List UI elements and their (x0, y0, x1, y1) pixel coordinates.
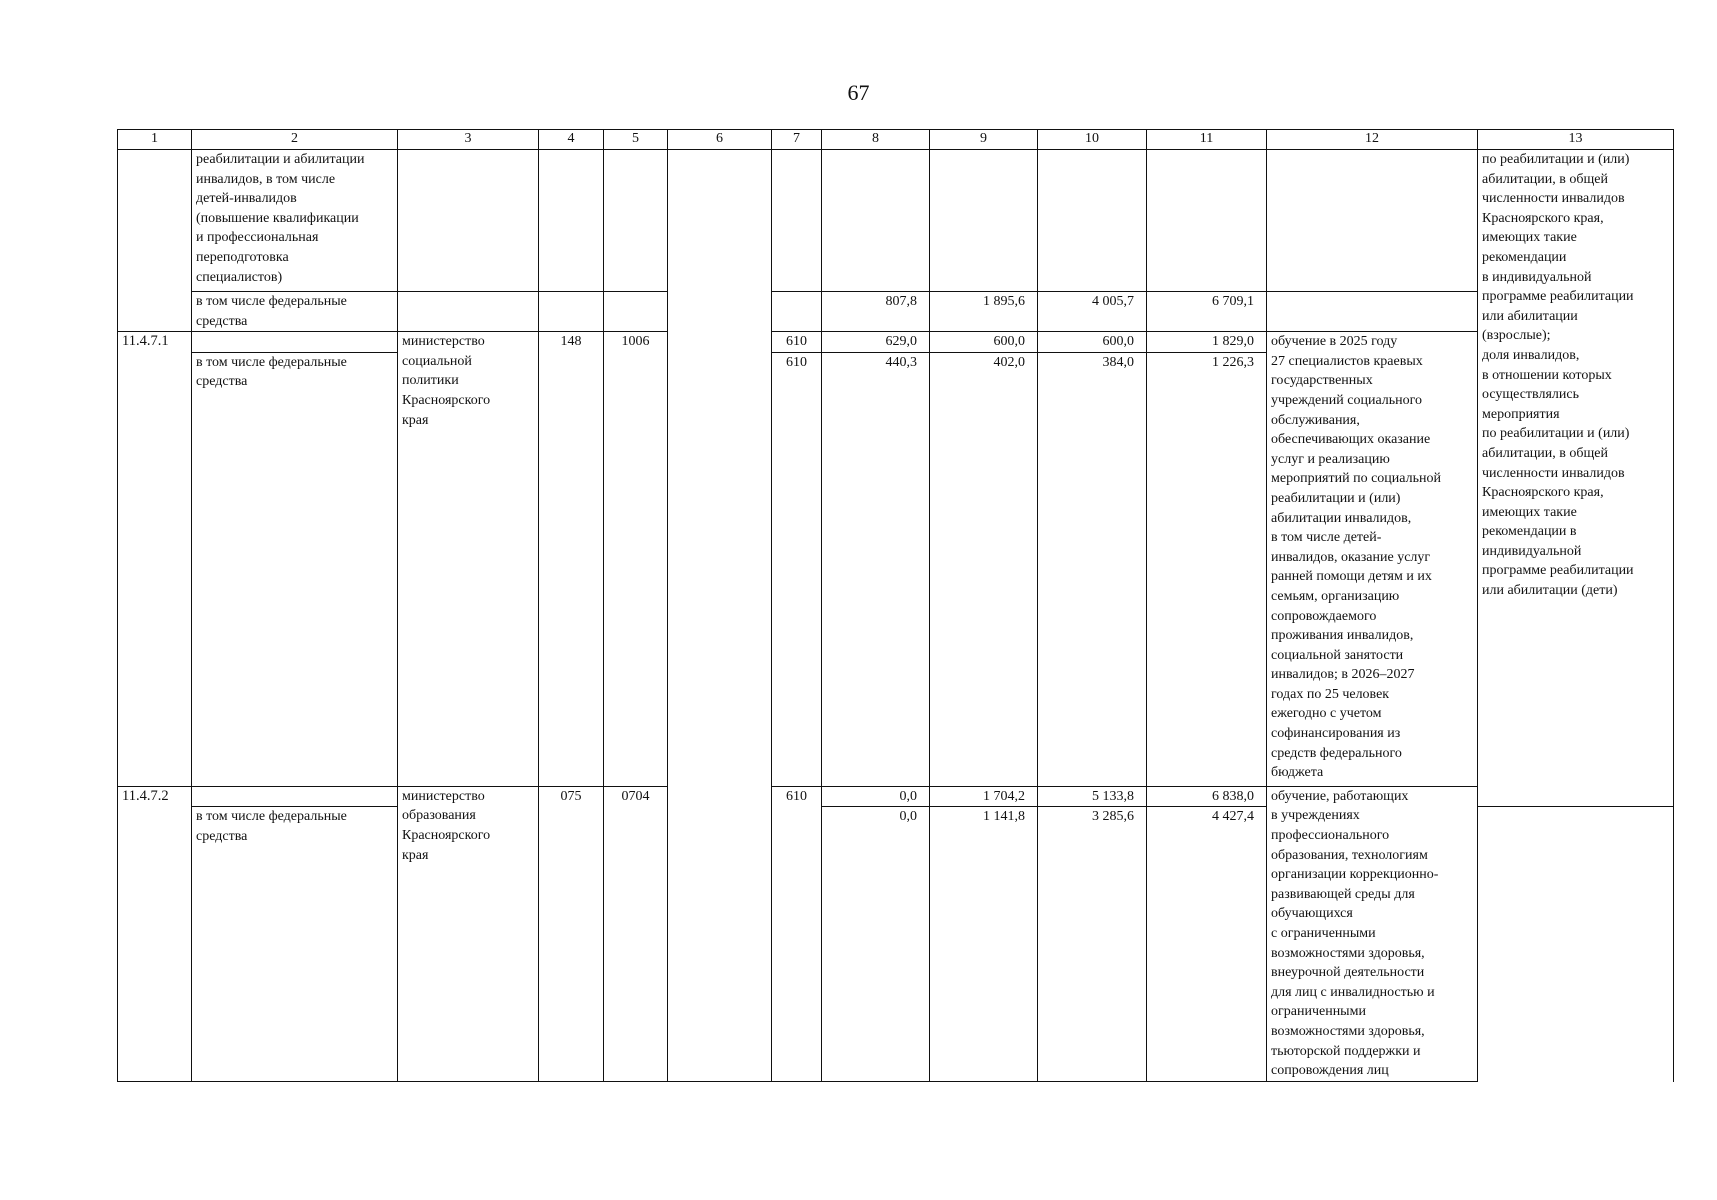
column-number-header: 6 (668, 130, 772, 150)
activity-name-cell (192, 332, 398, 353)
amount-cell: 4 005,7 (1038, 292, 1147, 332)
amount-cell: 0,0 (822, 807, 930, 1081)
budget-table (117, 129, 1674, 1082)
federal-funds-label: в том числе федеральные средства (192, 352, 398, 786)
agency-cell: министерство социальной политики Красноярского края (398, 332, 539, 787)
result-cell: обучение, работающих в учреждениях профессионального образования, технологиям организации коррекционно- развивающей среды для обучающихся с ограниченными возможностями здоровья, внеурочной деятельности для лиц с инвалидностью и ограниченными возможностями здоровья, тьюторской поддержки и сопровождения лиц (1267, 786, 1478, 1081)
column-6-cell (668, 150, 772, 1082)
activity-name-cell (192, 786, 398, 807)
indicator-cell: по реабилитации и (или) абилитации, в общей численности инвалидов Красноярского края, имеющих такие рекомендации в индивидуальной программе реабилитации или абилитации (взрослые); доля инвалидов, в отношении которых осуществлялись мероприятия по реабилитации и (или) абилитации, в общей численности инвалидов Красноярского края, имеющих такие рекомендации в индивидуальной программе реабилитации или абилитации (дети) (1478, 150, 1674, 807)
amount-cell: 1 226,3 (1147, 352, 1267, 786)
amount-cell: 384,0 (1038, 352, 1147, 786)
amount-cell: 1 704,2 (930, 786, 1038, 807)
table-row (118, 786, 1674, 807)
federal-funds-label: в том числе федеральные средства (192, 807, 398, 1081)
result-cell (1267, 150, 1478, 292)
amount-cell (1147, 150, 1267, 292)
code-cell: 075 (539, 786, 604, 1081)
code-cell (772, 150, 822, 292)
item-number-cell: 11.4.7.2 (118, 786, 192, 1081)
column-number-header: 3 (398, 130, 539, 150)
amount-cell: 600,0 (1038, 332, 1147, 353)
table-row (118, 292, 1674, 332)
column-number-header: 5 (604, 130, 668, 150)
amount-cell: 807,8 (822, 292, 930, 332)
code-cell (772, 292, 822, 332)
column-number-header: 1 (118, 130, 192, 150)
code-cell: 610 (772, 332, 822, 353)
amount-cell: 1 895,6 (930, 292, 1038, 332)
activity-name-cell: реабилитации и абилитации инвалидов, в том числе детей-инвалидов (повышение квалификации и профессиональная переподготовка специалистов) (192, 150, 398, 292)
column-number-header: 13 (1478, 130, 1674, 150)
column-number-header: 8 (822, 130, 930, 150)
table-row (118, 150, 1674, 292)
item-number-cell: 11.4.7.1 (118, 332, 192, 787)
amount-cell: 440,3 (822, 352, 930, 786)
column-number-header-row (118, 130, 1674, 150)
agency-cell: министерство образования Красноярского края (398, 786, 539, 1081)
code-cell: 1006 (604, 332, 668, 787)
amount-cell: 1 141,8 (930, 807, 1038, 1081)
column-number-header: 12 (1267, 130, 1478, 150)
column-number-header: 4 (539, 130, 604, 150)
code-cell (539, 292, 604, 332)
amount-cell: 0,0 (822, 786, 930, 807)
column-number-header: 10 (1038, 130, 1147, 150)
federal-funds-label: в том числе федеральные средства (192, 292, 398, 332)
amount-cell: 600,0 (930, 332, 1038, 353)
table-row (118, 332, 1674, 353)
amount-cell: 6 838,0 (1147, 786, 1267, 807)
code-cell (604, 292, 668, 332)
amount-cell: 6 709,1 (1147, 292, 1267, 332)
amount-cell (1038, 150, 1147, 292)
column-number-header: 2 (192, 130, 398, 150)
column-number-header: 7 (772, 130, 822, 150)
amount-cell: 629,0 (822, 332, 930, 353)
amount-cell: 402,0 (930, 352, 1038, 786)
code-cell: 610 (772, 352, 822, 786)
amount-cell: 3 285,6 (1038, 807, 1147, 1081)
column-number-header: 9 (930, 130, 1038, 150)
code-cell (539, 150, 604, 292)
agency-cell (398, 150, 539, 292)
code-cell: 610 (772, 786, 822, 1081)
amount-cell: 4 427,4 (1147, 807, 1267, 1081)
result-cell (1267, 292, 1478, 332)
amount-cell: 5 133,8 (1038, 786, 1147, 807)
code-cell: 0704 (604, 786, 668, 1081)
code-cell: 148 (539, 332, 604, 787)
amount-cell: 1 829,0 (1147, 332, 1267, 353)
amount-cell (822, 150, 930, 292)
amount-cell (930, 150, 1038, 292)
agency-cell (398, 292, 539, 332)
page-number: 67 (847, 80, 870, 105)
result-cell: обучение в 2025 году 27 специалистов краевых государственных учреждений социального обслуживания, обеспечивающих оказание услуг и реализацию мероприятий по социальной реабилитации и (или) абилитации инвалидов, в том числе детей- инвалидов, оказание услуг ранней помощи детям и их семьям, организацию сопровождаемого проживания инвалидов, социальной занятости инвалидов; в 2026–2027 годах по 25 человек ежегодно с учетом софинансирования из средств федерального бюджета (1267, 332, 1478, 787)
code-cell (604, 150, 668, 292)
item-number-cell (118, 150, 192, 332)
column-number-header: 11 (1147, 130, 1267, 150)
